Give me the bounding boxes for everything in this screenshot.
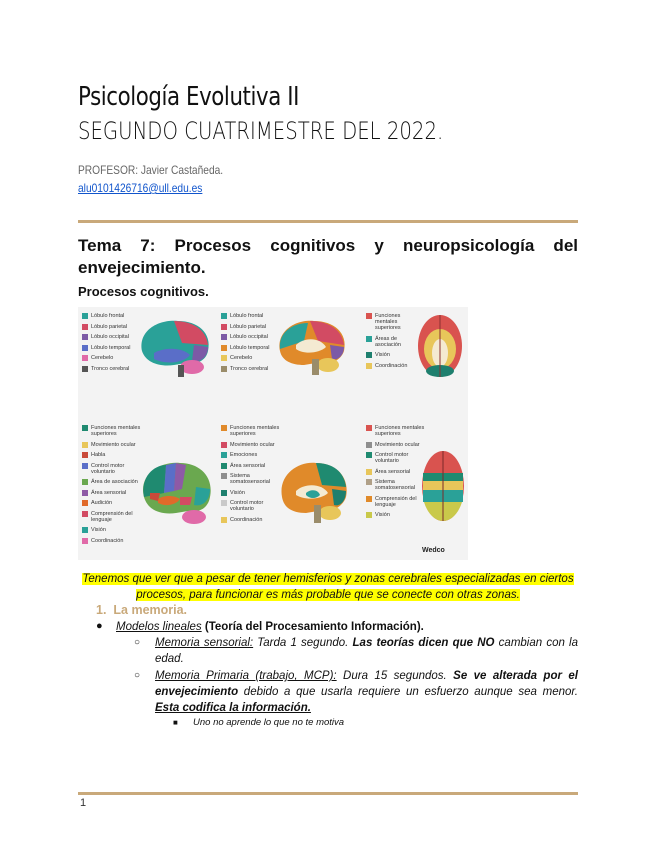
legend-item: Área sensorial (91, 489, 127, 496)
legend-item: Sistema somatosensorial (230, 473, 271, 485)
legend-item: Áreas de asociación (375, 335, 401, 348)
legend-item: Coordinación (230, 516, 263, 523)
sensorial-text-1: Tarda 1 segundo. (253, 637, 353, 649)
legend-item: Tronco cerebral (91, 365, 130, 372)
email-link[interactable]: alu0101426716@ull.edu.es (78, 181, 203, 195)
sensorial-label: Memoria sensorial: (155, 637, 254, 649)
list-item-memoria-sensorial (155, 635, 578, 667)
legend-item: Lóbulo occipital (230, 334, 268, 340)
legend-panel-6 (366, 425, 426, 523)
legend-item: Comprensión del lenguaje (375, 495, 417, 508)
section-number: 1. (96, 603, 107, 617)
legend-item: Tronco cerebral (230, 365, 269, 372)
top-divider (78, 220, 578, 223)
legend-item: Visión (375, 512, 390, 518)
legend-item: Cerebelo (91, 355, 114, 361)
legend-item: Control motor voluntario (230, 500, 264, 512)
topic-heading: Tema 7: Procesos cognitivos y neuropsicología del envejecimiento. (78, 236, 578, 277)
legend-item: Coordinación (91, 537, 124, 544)
legend-item: Audición (91, 500, 113, 506)
section-heading-memoria (96, 603, 187, 617)
legend-item: Habla (91, 452, 106, 458)
brain-inferior-functions-image (416, 313, 464, 379)
legend-item: Lóbulo temporal (91, 344, 131, 351)
list-item-motivacion: Uno no aprende lo que no te motiva (193, 717, 345, 728)
legend-panel-3 (366, 313, 422, 373)
legend-item: Funciones mentales superiores (91, 425, 141, 437)
legend-item: Lóbulo temporal (230, 344, 270, 351)
legend-item: Cerebelo (230, 355, 253, 361)
legend-item: Coordinación (375, 362, 408, 369)
legend-item: Sistema somatosensorial (375, 479, 416, 491)
primaria-text-2: debido a que usarla requiere un esfuerzo aunque sea menor. (238, 686, 578, 698)
legend-item: Emociones (230, 452, 258, 458)
legend-item: Lóbulo parietal (91, 323, 128, 330)
legend-item: Movimiento ocular (230, 441, 275, 448)
primaria-bold-1: Se ve alterada por el envejecimiento (155, 670, 578, 698)
legend-item: Funciones mentales superiores (375, 425, 425, 437)
legend-item: Movimiento ocular (375, 441, 420, 448)
legend-item: Área sensorial (230, 462, 266, 469)
professor-line: PROFESOR: Javier Castañeda. (78, 163, 224, 177)
legend-item: Lóbulo parietal (230, 323, 267, 330)
models-rest: (Teoría del Procesamiento Información). (201, 621, 424, 633)
primaria-bold-2: Esta codifica la información. (155, 702, 311, 714)
document-title: Psicología Evolutiva II (78, 82, 300, 112)
bullet-square-icon: ■ (173, 718, 178, 727)
highlighted-note (78, 571, 578, 603)
subheading: Procesos cognitivos. (78, 284, 209, 299)
legend-item: Área de asociación (91, 479, 138, 485)
highlighted-note-text: Tenemos que ver que a pesar de tener hemisferios y zonas cerebrales especializadas en ciertos procesos, para funcionar es más probable que se conecte con otras zonas. (82, 573, 574, 601)
legend-item: Control motor voluntario (375, 452, 409, 464)
primaria-text-1: Dura 15 segundos. (336, 670, 454, 682)
legend-item: Lóbulo frontal (230, 313, 264, 319)
legend-panel-1 (82, 313, 140, 376)
list-item-memoria-primaria (155, 668, 578, 716)
brain-midsagittal-functions-image (276, 457, 352, 531)
legend-item: Visión (375, 352, 390, 358)
legend-item: Movimiento ocular (91, 441, 136, 448)
legend-item: Funciones mentales superiores (230, 425, 280, 437)
primaria-label: Memoria Primaria (trabajo, MCP): (155, 670, 337, 682)
legend-panel-5 (221, 425, 283, 527)
bullet-circle-icon: ○ (134, 637, 141, 648)
legend-item: Visión (230, 489, 245, 496)
bottom-divider (78, 792, 578, 795)
bullet-disc-icon: ● (96, 620, 103, 632)
legend-panel-2 (221, 313, 279, 376)
legend-item: Visión (91, 527, 106, 533)
brain-lateral-functions-image (136, 457, 216, 531)
sensorial-bold: Las teorías dicen que NO (352, 637, 495, 649)
legend-item: Lóbulo frontal (91, 313, 125, 319)
document-subtitle: SEGUNDO CUATRIMESTRE DEL 2022. (78, 117, 444, 145)
brain-lateral-lobes-image (134, 315, 214, 379)
models-label: Modelos lineales (116, 621, 202, 633)
section-title: La memoria. (113, 603, 188, 617)
bullet-circle-icon: ○ (134, 670, 141, 681)
sensorial-text-2: cambian con la edad. (155, 637, 578, 665)
brain-figure (78, 307, 468, 560)
brain-superior-functions-image (420, 449, 466, 523)
legend-item: Lóbulo occipital (91, 334, 129, 340)
legend-item: Comprensión del lenguaje (91, 510, 133, 523)
legend-item: Control motor voluntario (91, 462, 125, 475)
page-number: 1 (80, 797, 87, 809)
figure-watermark: Wedco (422, 547, 445, 554)
list-item-modelos (116, 619, 578, 635)
legend-item: Área sensorial (375, 468, 411, 475)
legend-item: Funciones mentales superiores (375, 313, 401, 331)
brain-midsagittal-lobes-image (274, 315, 350, 379)
